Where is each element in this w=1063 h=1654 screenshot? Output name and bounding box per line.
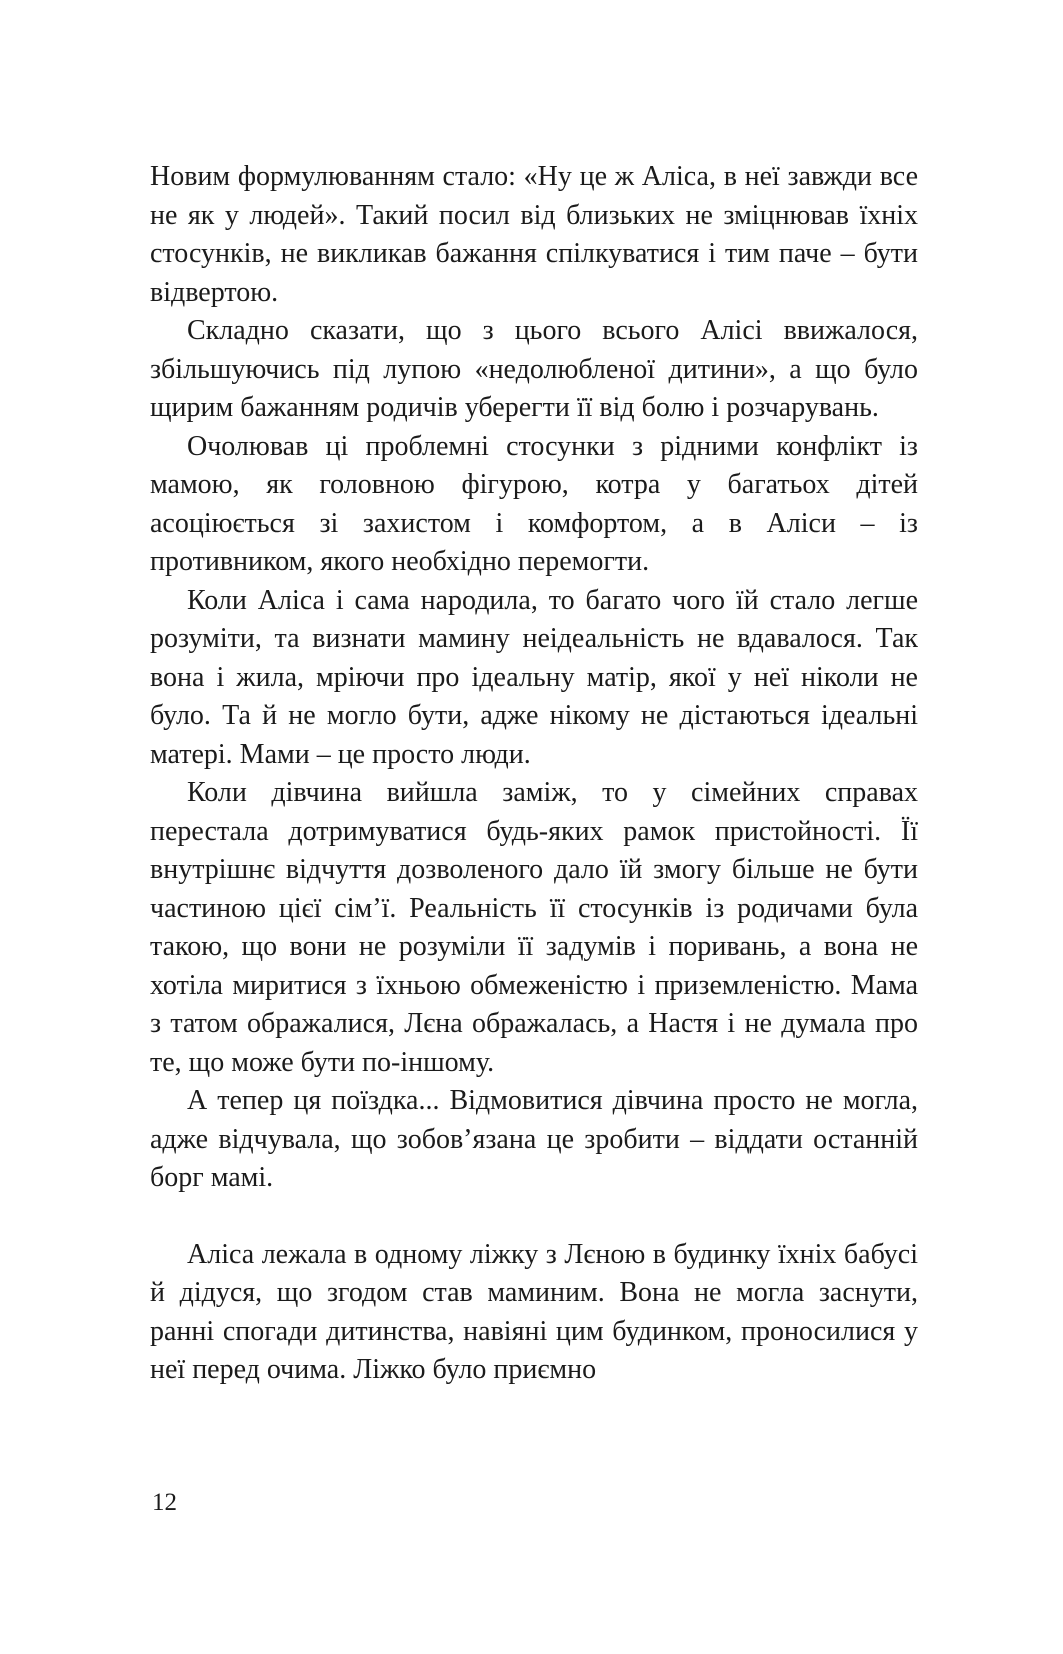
paragraph: Новим формулюванням стало: «Ну це ж Аліса, в неї завжди все не як у людей». Такий посил від близьких не зміцнював їхніх стосунків, не викликав бажання спілкуватися і тим паче – бути відвертою. xyxy=(150,161,918,308)
paragraph: Складно сказати, що з цього всього Алісі ввижалося, збільшуючись під лупою «недолюбленої дитини», а що було щирим бажанням родичів уберегти її від болю і розчарувань. xyxy=(150,315,918,423)
paragraph: Коли Аліса і сама народила, то багато чого їй стало легше розуміти, та визнати мамину неідеальність не вдавалося. Так вона і жила, мріючи про ідеальну матір, якої у неї ніколи не було. Та й не могло бути, адже нікому не дістаються ідеальні матері. Мами – це просто люди. xyxy=(150,584,918,770)
paragraph: А тепер ця поїздка... Відмовитися дівчина просто не могла, адже відчувала, що зобов’язана це зробити – віддати останній борг мамі. xyxy=(150,1085,918,1193)
section-2 xyxy=(150,1236,918,1390)
text-block xyxy=(150,158,918,1390)
paragraph: Коли дівчина вийшла заміж, то у сімейних справах перестала дотримуватися будь-яких рамок пристойності. Її внутрішнє відчуття дозволеного дало їй змогу більше не бути частиною цієї сім’ї. Реальність її стосунків із родичами була такою, що вони не розуміли її задумів і поривань, а вона не хотіла миритися з їхньою обмеженістю і приземленістю. Мама з татом ображалися, Лєна ображалась, а Настя і не думала про те, що може бути по-іншому. xyxy=(150,777,918,1078)
page-number: 12 xyxy=(152,1489,177,1516)
paragraph: Очолював ці проблемні стосунки з рідними конфлікт із мамою, як головною фігурою, котра у багатьох дітей асоціюється зі захистом і комфортом, а в Аліси – із противником, якого необхідно перемогти. xyxy=(150,430,918,577)
paragraph: Аліса лежала в одному ліжку з Лєною в будинку їхніх бабусі й дідуся, що згодом став маминим. Вона не могла заснути, ранні спогади дитинства, навіяні цим будинком, проносилися у неї перед очима. Ліжко було приємно xyxy=(150,1238,918,1385)
section-1 xyxy=(150,158,918,1198)
